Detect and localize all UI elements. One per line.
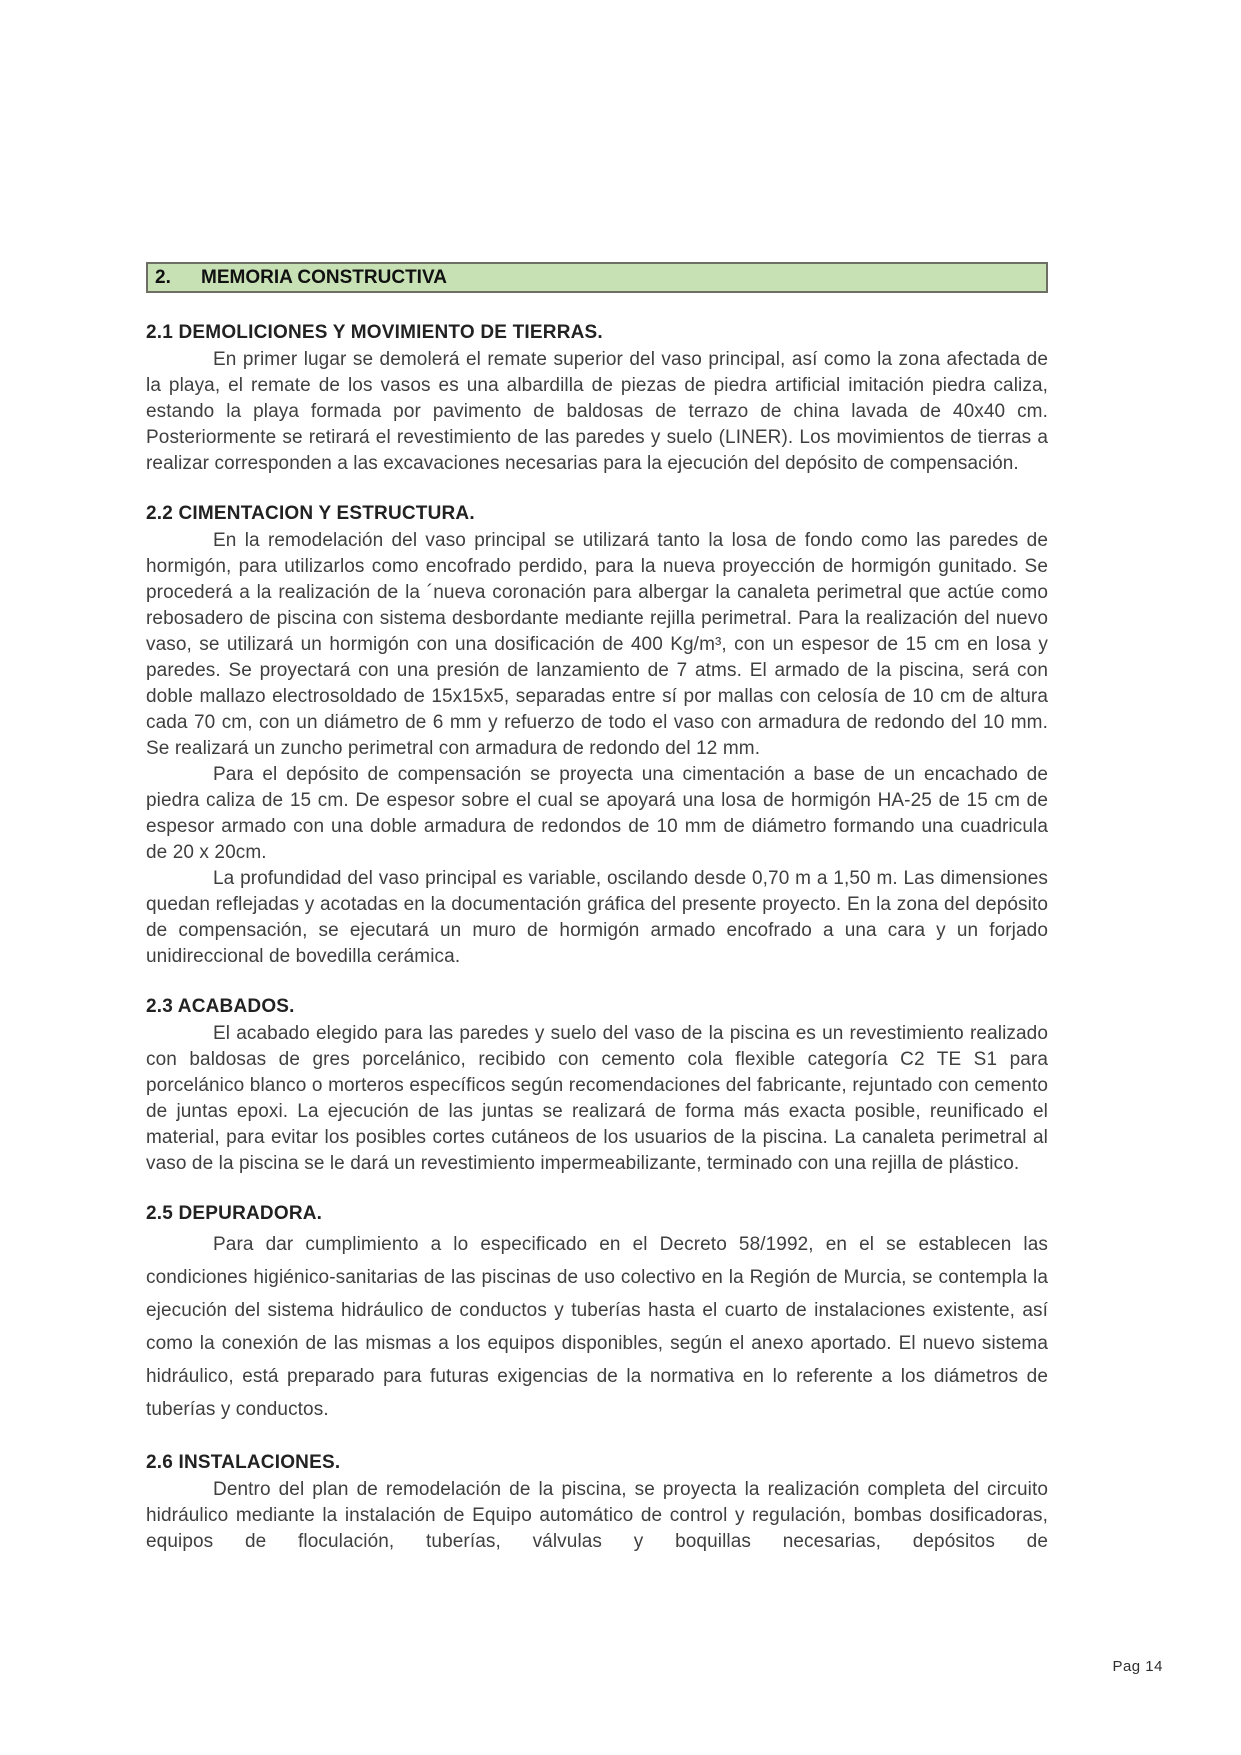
section-depuradora: [146, 1203, 1048, 1426]
paragraph: Para el depósito de compensación se proyecta una cimentación a base de un encachado de piedra caliza de 15 cm. De espesor sobre el cual se apoyará una losa de hormigón HA-25 de 15 cm de espesor armado con una doble armadura de redondos de 10 mm de diámetro formando una cuadricula de 20 x 20cm.: [146, 764, 1048, 863]
section-cimentacion: [146, 503, 1048, 970]
paragraph: Para dar cumplimiento a lo especificado en el Decreto 58/1992, en el se establecen las condiciones higiénico-sanitarias de las piscinas de uso colectivo en la Región de Murcia, se contempla la ejecución del sistema hidráulico de conductos y tuberías hasta el cuarto de instalaciones existente, así como la conexión de las mismas a los equipos disponibles, según el anexo aportado. El nuevo sistema hidráulico, está preparado para futuras exigencias de la normativa en lo referente a los diámetros de tuberías y conductos.: [146, 1234, 1048, 1420]
section-demoliciones: [146, 322, 1048, 477]
chapter-number: 2.: [155, 266, 171, 288]
section-heading: 2.3 ACABADOS.: [146, 996, 295, 1017]
section-heading: 2.1 DEMOLICIONES Y MOVIMIENTO DE TIERRAS.: [146, 322, 603, 343]
section-acabados: [146, 996, 1048, 1177]
section-instalaciones: [146, 1452, 1048, 1555]
section-heading: 2.5 DEPURADORA.: [146, 1203, 323, 1224]
chapter-title-bar: [146, 262, 1048, 293]
paragraph: En primer lugar se demolerá el remate superior del vaso principal, así como la zona afectada de la playa, el remate de los vasos es una albardilla de piezas de piedra artificial imitación piedra caliza, estando la playa formada por pavimento de baldosas de terrazo de china lavada de 40x40 cm. Posteriormente se retirará el revestimiento de las paredes y suelo (LINER). Los movimientos de tierras a realizar corresponden a las excavaciones necesarias para la ejecución del depósito de compensación.: [146, 349, 1048, 474]
page-number: Pag 14: [1112, 1658, 1163, 1675]
section-heading: 2.2 CIMENTACION Y ESTRUCTURA.: [146, 503, 475, 524]
section-heading: 2.6 INSTALACIONES.: [146, 1452, 341, 1473]
paragraph: El acabado elegido para las paredes y suelo del vaso de la piscina es un revestimiento realizado con baldosas de gres porcelánico, recibido con cemento cola flexible categoría C2 TE S1 para porcelánico blanco o morteros específicos según recomendaciones del fabricante, rejuntado con cemento de juntas epoxi. La ejecución de las juntas se realizará de forma más exacta posible, reunificado el material, para evitar los posibles cortes cutáneos de los usuarios de la piscina. La canaleta perimetral al vaso de la piscina se le dará un revestimiento impermeabilizante, terminado con una rejilla de plástico.: [146, 1023, 1048, 1174]
paragraph: La profundidad del vaso principal es variable, oscilando desde 0,70 m a 1,50 m. Las dimensiones quedan reflejadas y acotadas en la documentación gráfica del presente proyecto. En la zona del depósito de compensación, se ejecutará un muro de hormigón armado encofrado a una cara y un forjado unidireccional de bovedilla cerámica.: [146, 868, 1048, 967]
paragraph: Dentro del plan de remodelación de la piscina, se proyecta la realización completa del circuito hidráulico mediante la instalación de Equipo automático de control y regulación, bombas dosificadoras, equipos de floculación, tuberías, válvulas y boquillas necesarias, depósitos de: [146, 1479, 1048, 1552]
document-body: [146, 262, 1048, 1555]
chapter-title: MEMORIA CONSTRUCTIVA: [201, 266, 447, 288]
paragraph: En la remodelación del vaso principal se utilizará tanto la losa de fondo como las paredes de hormigón, para utilizarlos como encofrado perdido, para la nueva proyección de hormigón gunitado. Se procederá a la realización de la ´nueva coronación para albergar la canaleta perimetral que actúe como rebosadero de piscina con sistema desbordante mediante rejilla perimetral. Para la realización del nuevo vaso, se utilizará un hormigón con una dosificación de 400 Kg/m³, con un espesor de 15 cm en losa y paredes. Se proyectará con una presión de lanzamiento de 7 atms. El armado de la piscina, será con doble mallazo electrosoldado de 15x15x5, separadas entre sí por mallas con celosía de 10 cm de altura cada 70 cm, con un diámetro de 6 mm y refuerzo de todo el vaso con armadura de redondo del 10 mm. Se realizará un zuncho perimetral con armadura de redondo del 12 mm.: [146, 530, 1048, 759]
